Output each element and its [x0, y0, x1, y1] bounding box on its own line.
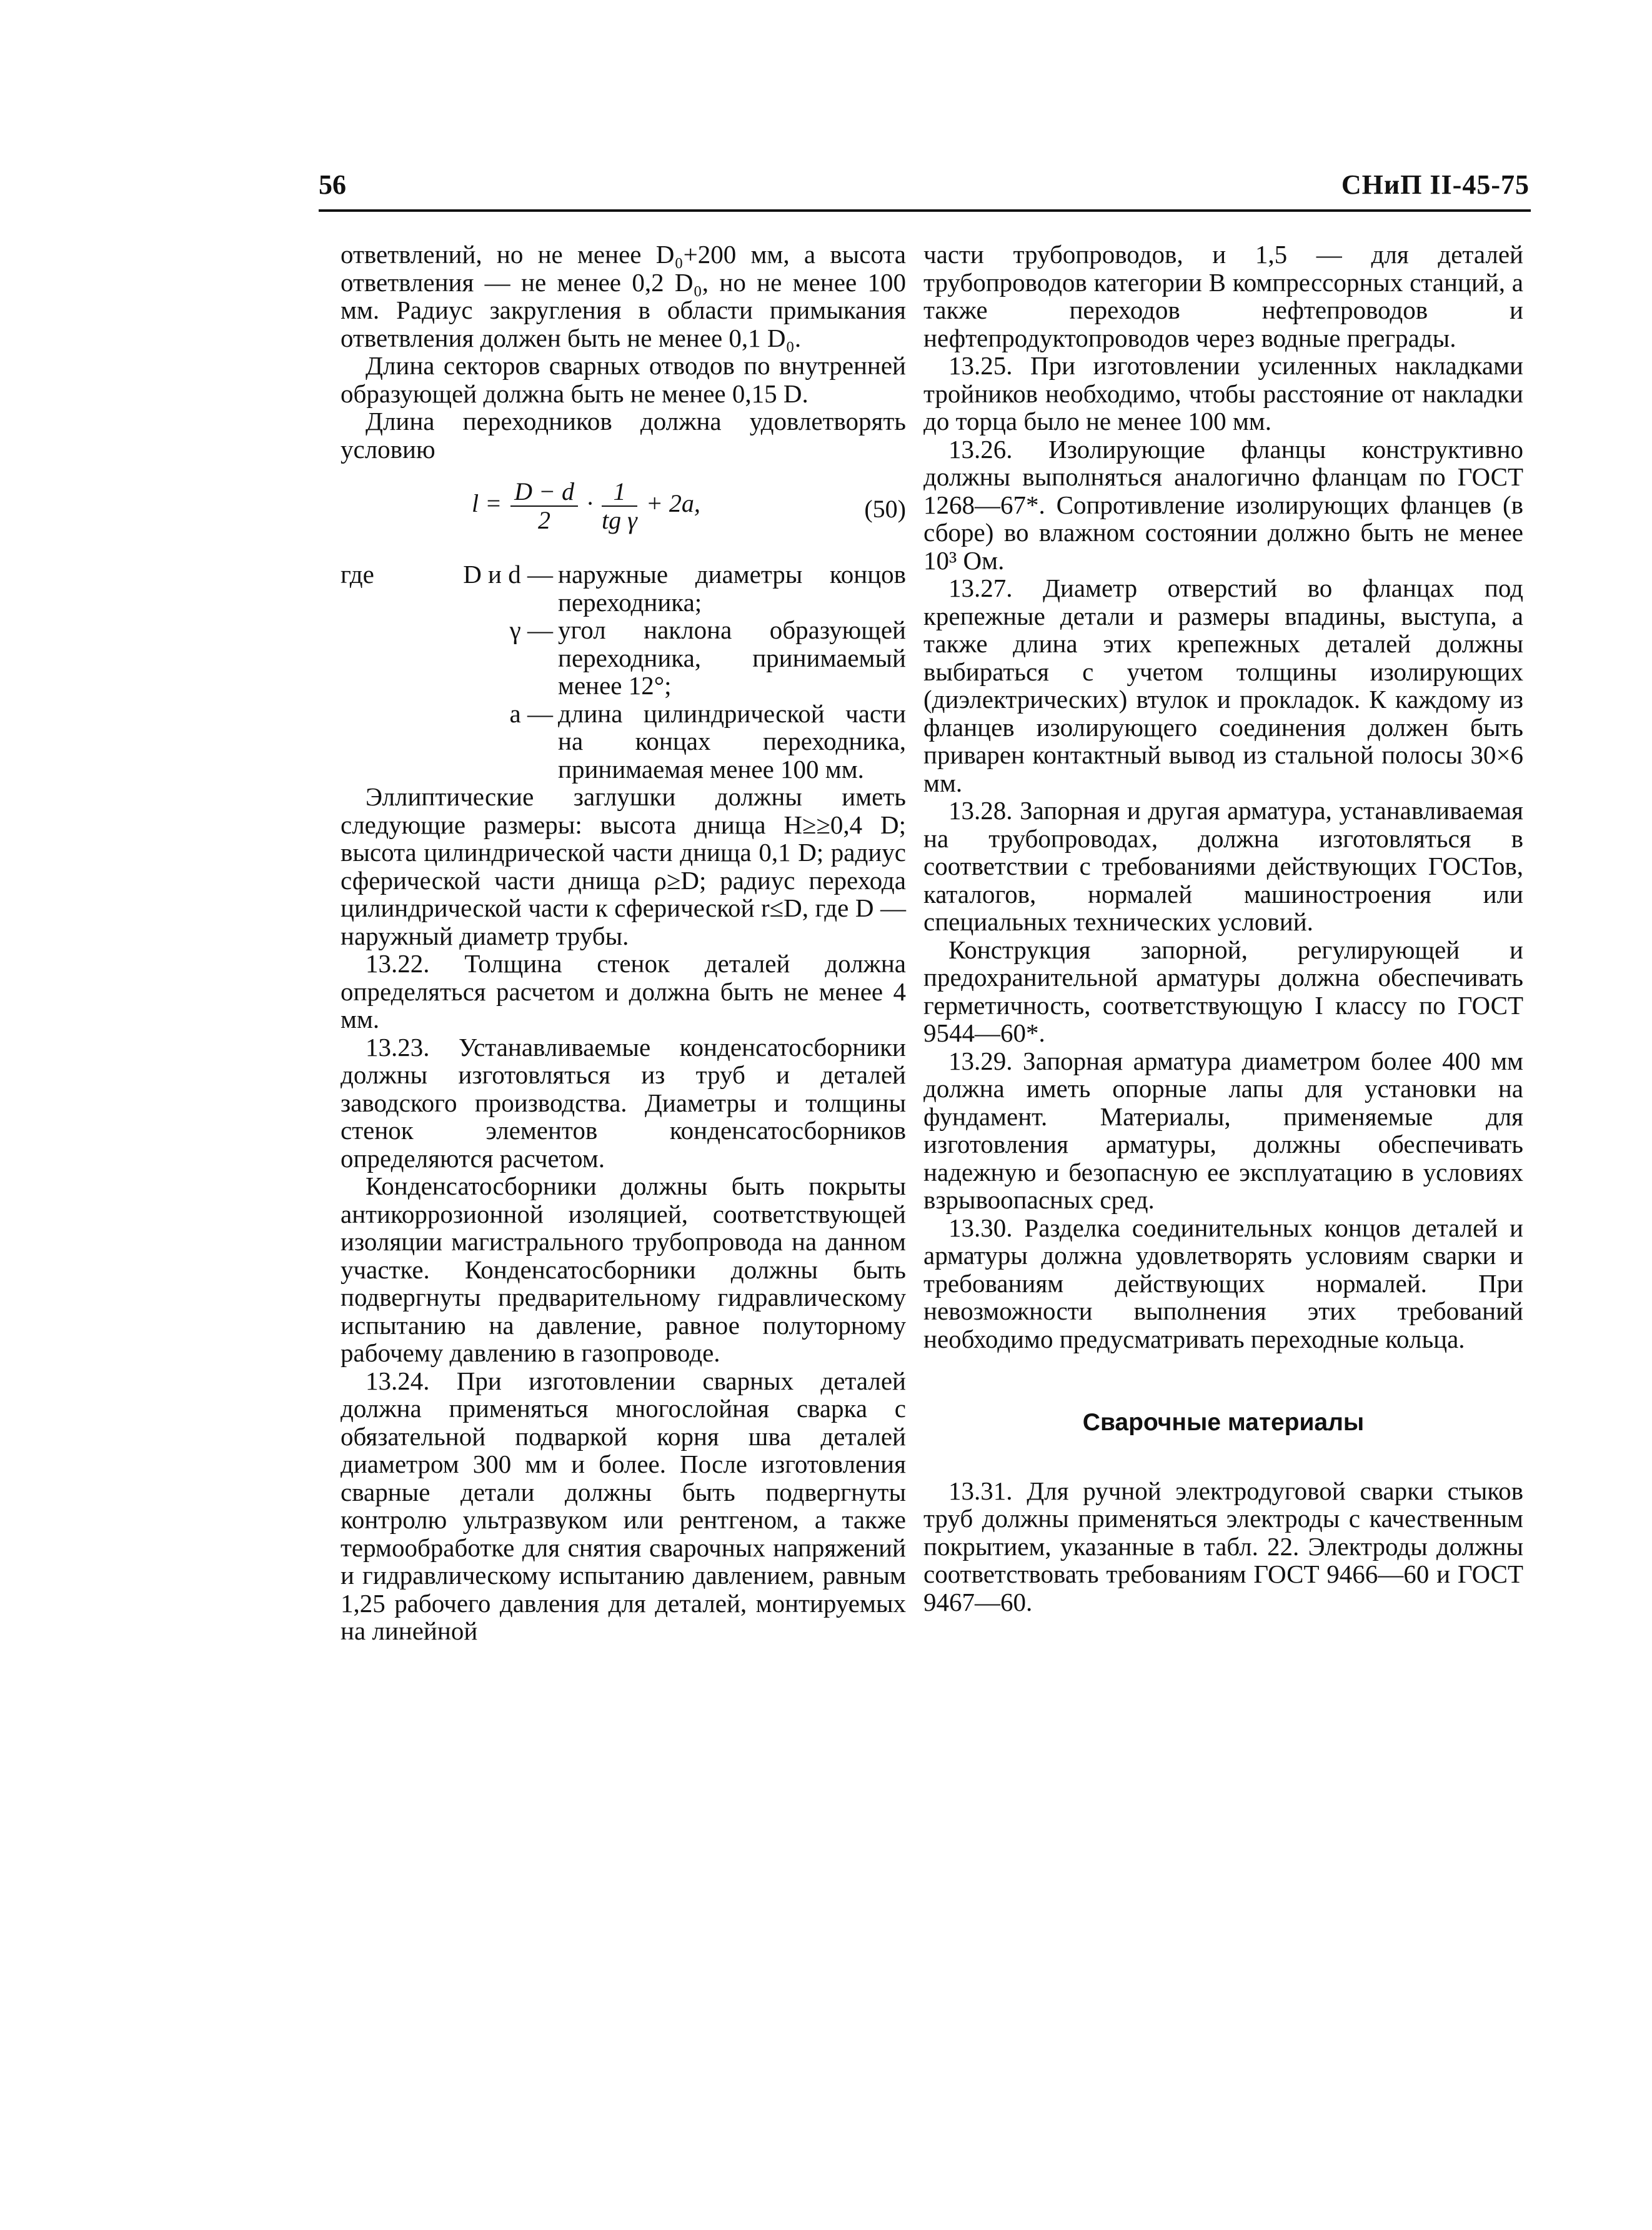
- where-row: [341, 700, 906, 784]
- document-title: СНиП II-45-75: [1341, 169, 1530, 200]
- paragraph: части трубопроводов, и 1,5 — для деталей трубопроводов категории В компрессорных станций, а также переходов нефтепроводов и нефтепродуктопроводов через водные преграды.: [923, 240, 1523, 352]
- clause-number: 13.30.: [948, 1213, 1013, 1242]
- clause-text: При изготовлении усиленных накладками тройников необходимо, чтобы расстояние от накладки до торца было не менее 100 мм.: [923, 351, 1523, 436]
- clause-13-31: [923, 1477, 1523, 1616]
- clause-number: 13.22.: [366, 949, 430, 978]
- where-text: длина цилиндрической части на концах переходника, принимаемая менее 100 мм.: [558, 699, 906, 784]
- where-symbol: a —: [509, 699, 553, 728]
- formula-lhs: l =: [472, 489, 502, 518]
- header-rule: [319, 209, 1531, 212]
- fraction-numerator: 1: [602, 478, 637, 507]
- where-lead: где: [341, 560, 374, 589]
- clause-number: 13.31.: [948, 1476, 1013, 1505]
- clause-number: 13.23.: [366, 1032, 430, 1062]
- where-row: [341, 560, 906, 616]
- right-column: [923, 241, 1523, 1616]
- clause-13-28: [923, 797, 1523, 936]
- clause-13-24: [341, 1367, 906, 1645]
- clause-text: Запорная и другая арматура, устанавливаемая на трубопроводах, должна изготовляться в соответствии с требованиями действующих ГОСТов, каталогов, нормалей машиностроения или специальных технических условий.: [923, 796, 1523, 936]
- formula-tail: + 2a,: [645, 489, 700, 518]
- clause-13-23: [341, 1033, 906, 1173]
- clause-text: Устанавливаемые конденсатосборники должны изготовляться из труб и деталей заводского производства. Диаметры и толщины стенок элементов конденсатосборников определяются расчетом.: [341, 1032, 906, 1173]
- clause-number: 13.28.: [948, 796, 1013, 825]
- formula-dot: ·: [587, 489, 593, 518]
- clause-text: Разделка соединительных концов деталей и арматуры должна удовлетворять условиям сварки и требованиям действующих нормалей. При невозможности выполнения этих требований необходимо предусматривать переходные кольца.: [923, 1213, 1523, 1353]
- where-symbol: γ —: [509, 615, 553, 644]
- where-lead: [341, 616, 415, 700]
- clause-text: Диаметр отверстий во фланцах под крепежные детали и размеры впадины, выступа, а также длина этих крепежных деталей должны выбираться с учетом толщины изолирующих (диэлектрических) втулок и прокладок. К каждому из фланцев изолирующего соединения должен быть приварен контактный вывод из стальной полосы 30×6 мм.: [923, 574, 1524, 797]
- fraction: [510, 478, 578, 534]
- paragraph: ответвлений, но не менее D₀+200 мм, а высота ответвления — не менее 0,2 D₀, но не менее 100 мм. Радиус закругления в области примыкания ответвления должен быть не менее 0,1 D₀.: [341, 240, 906, 352]
- clause-13-30: [923, 1214, 1523, 1353]
- clause-number: 13.29.: [948, 1046, 1013, 1075]
- where-text: наружные диаметры концов переходника;: [558, 560, 906, 617]
- clause-text: При изготовлении сварных деталей должна применяться многослойная сварка с обязательной подваркой корня шва деталей диаметром 300 мм и более. После изготовления сварные детали должны быть подвергнуты контролю ультразвуком или рентгеном, а также термообработке для снятия сварочных напряжений и гидравлическому испытанию давлением, равным 1,25 рабочего давления для деталей, монтируемых на линейной: [341, 1366, 906, 1645]
- formula-50: [341, 467, 906, 554]
- paragraph: Длина переходников должна удовлетворять условию: [341, 407, 906, 464]
- clause-13-25: [923, 352, 1523, 436]
- fraction-denominator: tg γ: [602, 506, 637, 534]
- clause-text: Для ручной электродуговой сварки стыков труб должны применяться электроды с качественным покрытием, указанные в табл. 22. Электроды должны соответствовать требованиям ГОСТ 9466—60 и ГОСТ 9467—60.: [923, 1476, 1523, 1616]
- where-lead: [341, 700, 415, 784]
- page-number: 56: [319, 169, 346, 200]
- section-heading: Сварочные материалы: [1082, 1409, 1365, 1436]
- left-column: [341, 241, 906, 1645]
- clause-number: 13.26.: [948, 434, 1013, 464]
- paragraph: Длина секторов сварных отводов по внутренней образующей должна быть не менее 0,15 D.: [341, 351, 906, 408]
- paragraph: Эллиптические заглушки должны иметь следующие размеры: высота днища H≥≥0,4 D; высота цилиндрической части днища 0,1 D; радиус сферической части днища ρ≥D; радиус перехода цилиндрической части к сферической r≤D, где D — наружный диаметр трубы.: [341, 782, 906, 950]
- formula-number: (50): [864, 495, 906, 523]
- where-row: [341, 616, 906, 700]
- fraction-numerator: D − d: [510, 478, 578, 507]
- clause-number: 13.27.: [948, 574, 1013, 602]
- clause-number: 13.24.: [366, 1366, 430, 1395]
- where-symbol: D и d —: [463, 560, 553, 589]
- clause-text: Запорная арматура диаметром более 400 мм должна иметь опорные лапы для установки на фундамент. Материалы, применяемые для изготовления арматуры, должны обеспечивать надежную и безопасную ее эксплуатацию в условиях взрывоопасных сред.: [923, 1046, 1524, 1214]
- clause-text: Изолирующие фланцы конструктивно должны выполняться аналогично фланцам по ГОСТ 1268—67*. Сопротивление изолирующих фланцев (в сборе) во влажном состоянии должно быть не менее 10³ Ом.: [923, 434, 1524, 575]
- clause-13-22: [341, 950, 906, 1033]
- clause-13-29: [923, 1047, 1523, 1214]
- paragraph: Конденсатосборники должны быть покрыты антикоррозионной изоляцией, соответствующей изоляции магистрального трубопровода на данном участке. Конденсатосборники должны быть подвергнуты предварительному гидравлическому испытанию на давление, равное полуторному рабочему давлению в газопроводе.: [341, 1172, 906, 1367]
- clause-13-26: [923, 436, 1523, 575]
- clause-13-27: [923, 574, 1523, 797]
- fraction-denominator: 2: [538, 506, 551, 534]
- paragraph: Конструкция запорной, регулирующей и предохранительной арматуры должна обеспечивать герметичность, соответствующую I классу по ГОСТ 9544—60*.: [923, 935, 1523, 1047]
- clause-text: Толщина стенок деталей должна определяться расчетом и должна быть не менее 4 мм.: [341, 949, 906, 1033]
- fraction: [602, 478, 637, 534]
- clause-number: 13.25.: [948, 351, 1013, 380]
- where-text: угол наклона образующей переходника, принимаемый менее 12°;: [558, 615, 906, 700]
